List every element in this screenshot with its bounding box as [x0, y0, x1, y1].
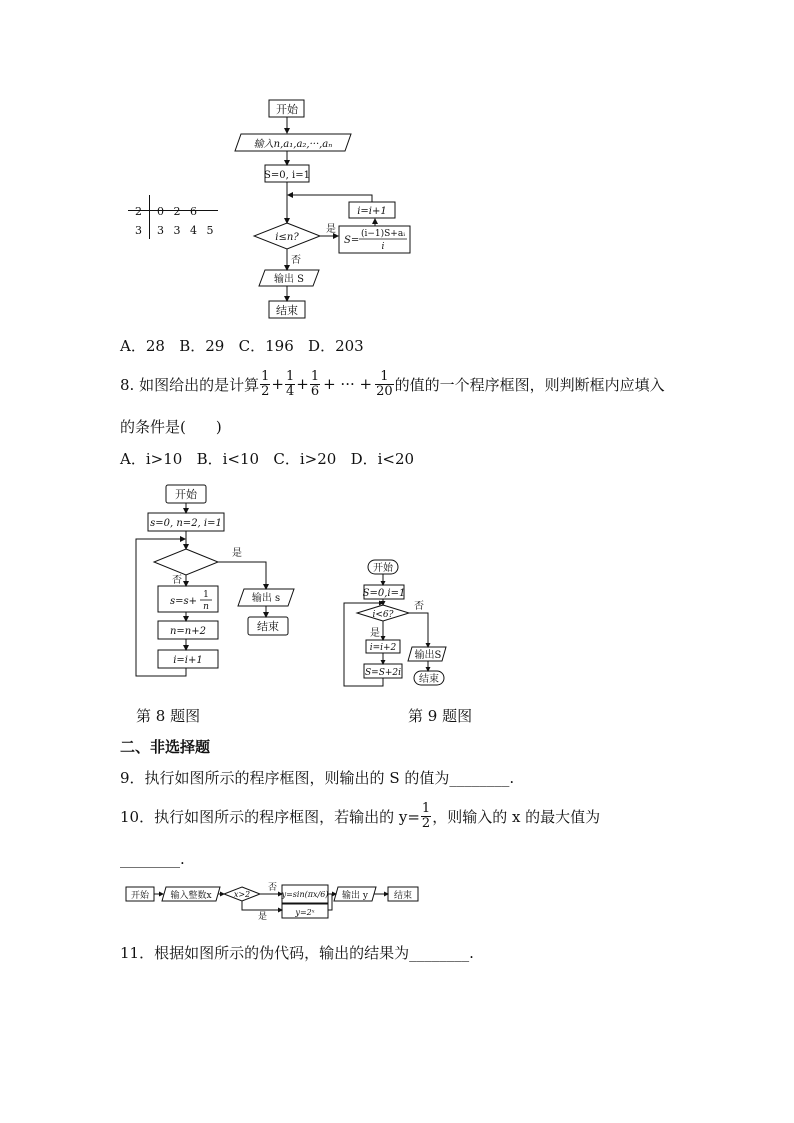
fc10-pow-box: y=2ˣ [295, 908, 315, 917]
fc10-cond: x>2 [233, 890, 251, 899]
fc9-output: 输出S [414, 650, 442, 661]
fc7-input: 输入n,a₁,a₂,···,aₙ [253, 139, 333, 150]
fc7-s-prefix: S= [344, 235, 360, 246]
fc7-start: 开始 [276, 103, 298, 116]
q9-text: 9．执行如图所示的程序框图，则输出的 S 的值为________. [120, 769, 515, 787]
fc10-sin-box: y=sin(πx/6) [281, 890, 329, 899]
section-title: 二、非选择题 [120, 738, 211, 756]
fc8-n-update: n=n+2 [169, 626, 207, 637]
stem-2: 2 [135, 205, 142, 218]
fc9-no: 否 [414, 601, 424, 612]
q8-stem [120, 366, 665, 402]
fc8-init: s=0, n=2, i=1 [150, 518, 222, 529]
q8-suffix: 的值的一个程序框图，则判断框内应填入 [394, 375, 665, 394]
q7-options: A．28 B．29 C．196 D．203 [120, 337, 364, 355]
q8-prefix: 8. 如图给出的是计算 [120, 375, 260, 394]
q10-frac: $\frac{1}{2}$ [421, 800, 431, 831]
fc8-yes: 是 [232, 548, 242, 559]
q8-term-3: $\frac{1}{6}$ [310, 368, 320, 399]
leaves-2: 0 2 6 [157, 205, 200, 218]
flowchart-q10 [124, 877, 424, 923]
q10-prefix: 10．执行如图所示的程序框图，若输出的 y= [120, 807, 420, 826]
fc9-init: S=0,i=1 [362, 588, 406, 599]
fc7-update-i: i=i+1 [357, 206, 387, 217]
fc8-output: 输出 s [251, 593, 281, 604]
fc7-init: S=0, i=1 [264, 170, 310, 181]
fc8-start: 开始 [175, 488, 197, 501]
fc7-s-den: i [381, 242, 385, 252]
fc9-start: 开始 [373, 563, 393, 574]
fc10-yes: 是 [258, 912, 268, 922]
fc10-input: 输入整数x [170, 891, 212, 901]
fc7-end: 结束 [276, 304, 298, 317]
fc8-s-prefix: s=s+ [170, 596, 198, 607]
q11-text: 11．根据如图所示的伪代码，输出的结果为________. [120, 944, 474, 962]
q10-suffix: ，则输入的 x 的最大值为 [432, 807, 601, 826]
q10-line2: ________. [120, 850, 185, 868]
fc7-yes: 是 [326, 224, 336, 235]
fc9-end: 结束 [419, 674, 439, 685]
fc8-s-den: n [203, 602, 209, 612]
fc8-s-num: 1 [203, 590, 209, 600]
flowchart-q9 [340, 556, 470, 691]
leaves-3: 3 3 4 5 [157, 224, 217, 237]
q8-term-2: $\frac{1}{4}$ [285, 368, 295, 399]
fc10-end: 结束 [393, 891, 413, 901]
q10-stem [120, 798, 600, 834]
fc7-s-num: (i−1)S+aᵢ [360, 229, 406, 239]
fc9-cond: i<6? [372, 610, 394, 620]
fc10-output: 输出 y [342, 891, 368, 901]
fc8-end: 结束 [257, 620, 279, 633]
fc7-cond: i≤n? [275, 232, 299, 243]
q8-dots: + ··· + [323, 375, 373, 393]
flowchart-q8 [130, 480, 320, 680]
q8-term-1: $\frac{1}{2}$ [261, 368, 270, 399]
caption-q8: 第 8 题图 [136, 707, 201, 725]
fc10-start: 开始 [130, 891, 150, 901]
fc9-s-update: S=S+2i [364, 668, 402, 678]
fc7-output: 输出 S [273, 274, 305, 285]
flowchart-q7 [225, 95, 425, 325]
fc7-no: 否 [291, 255, 301, 266]
q8-line2: 的条件是( ) [120, 418, 222, 436]
q8-options: A．i>10 B．i<10 C．i>20 D．i<20 [120, 450, 415, 468]
fc8-i-update: i=i+1 [173, 655, 203, 666]
stem-leaf-plot [128, 195, 218, 245]
fc8-no: 否 [172, 575, 182, 586]
caption-q9: 第 9 题图 [408, 707, 473, 725]
fc10-no: 否 [268, 883, 278, 893]
q8-term-4: $\frac{1}{20}$ [376, 368, 393, 399]
q8-plus-1: + [271, 375, 284, 393]
fc9-i-update: i=i+2 [369, 643, 397, 653]
q8-plus-2: + [296, 375, 309, 393]
stem-3: 3 [135, 224, 142, 237]
fc9-yes: 是 [370, 628, 380, 639]
